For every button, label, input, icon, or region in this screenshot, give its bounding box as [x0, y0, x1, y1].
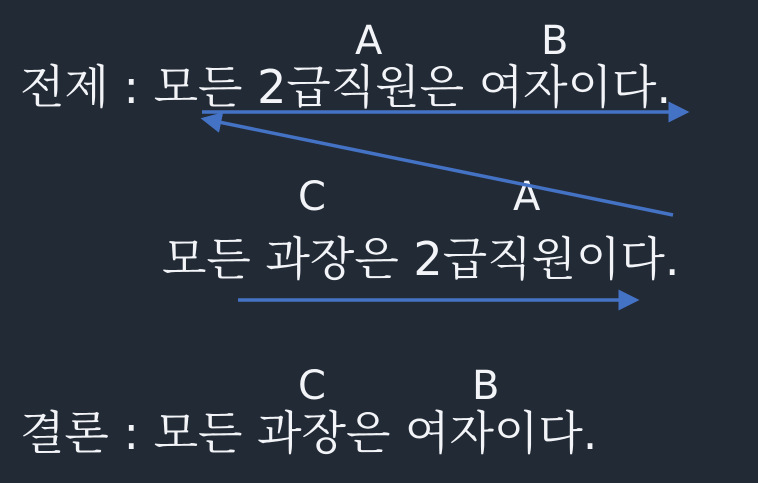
conclusion-label-b: B [472, 363, 500, 409]
conclusion-label-c: C [298, 363, 326, 409]
conclusion-sentence: 결론 : 모든 과장은 여자이다. [20, 406, 598, 460]
premise-label-a: A [355, 18, 383, 64]
link-arrow [204, 119, 673, 220]
minor-label-a: A [513, 174, 541, 220]
premise-label-b: B [541, 18, 569, 64]
minor-label-c: C [298, 174, 326, 220]
minor-sentence: 모든 과장은 2급직원이다. [162, 232, 680, 286]
premise-sentence: 전제 : 모든 2급직원은 여자이다. [20, 60, 672, 114]
